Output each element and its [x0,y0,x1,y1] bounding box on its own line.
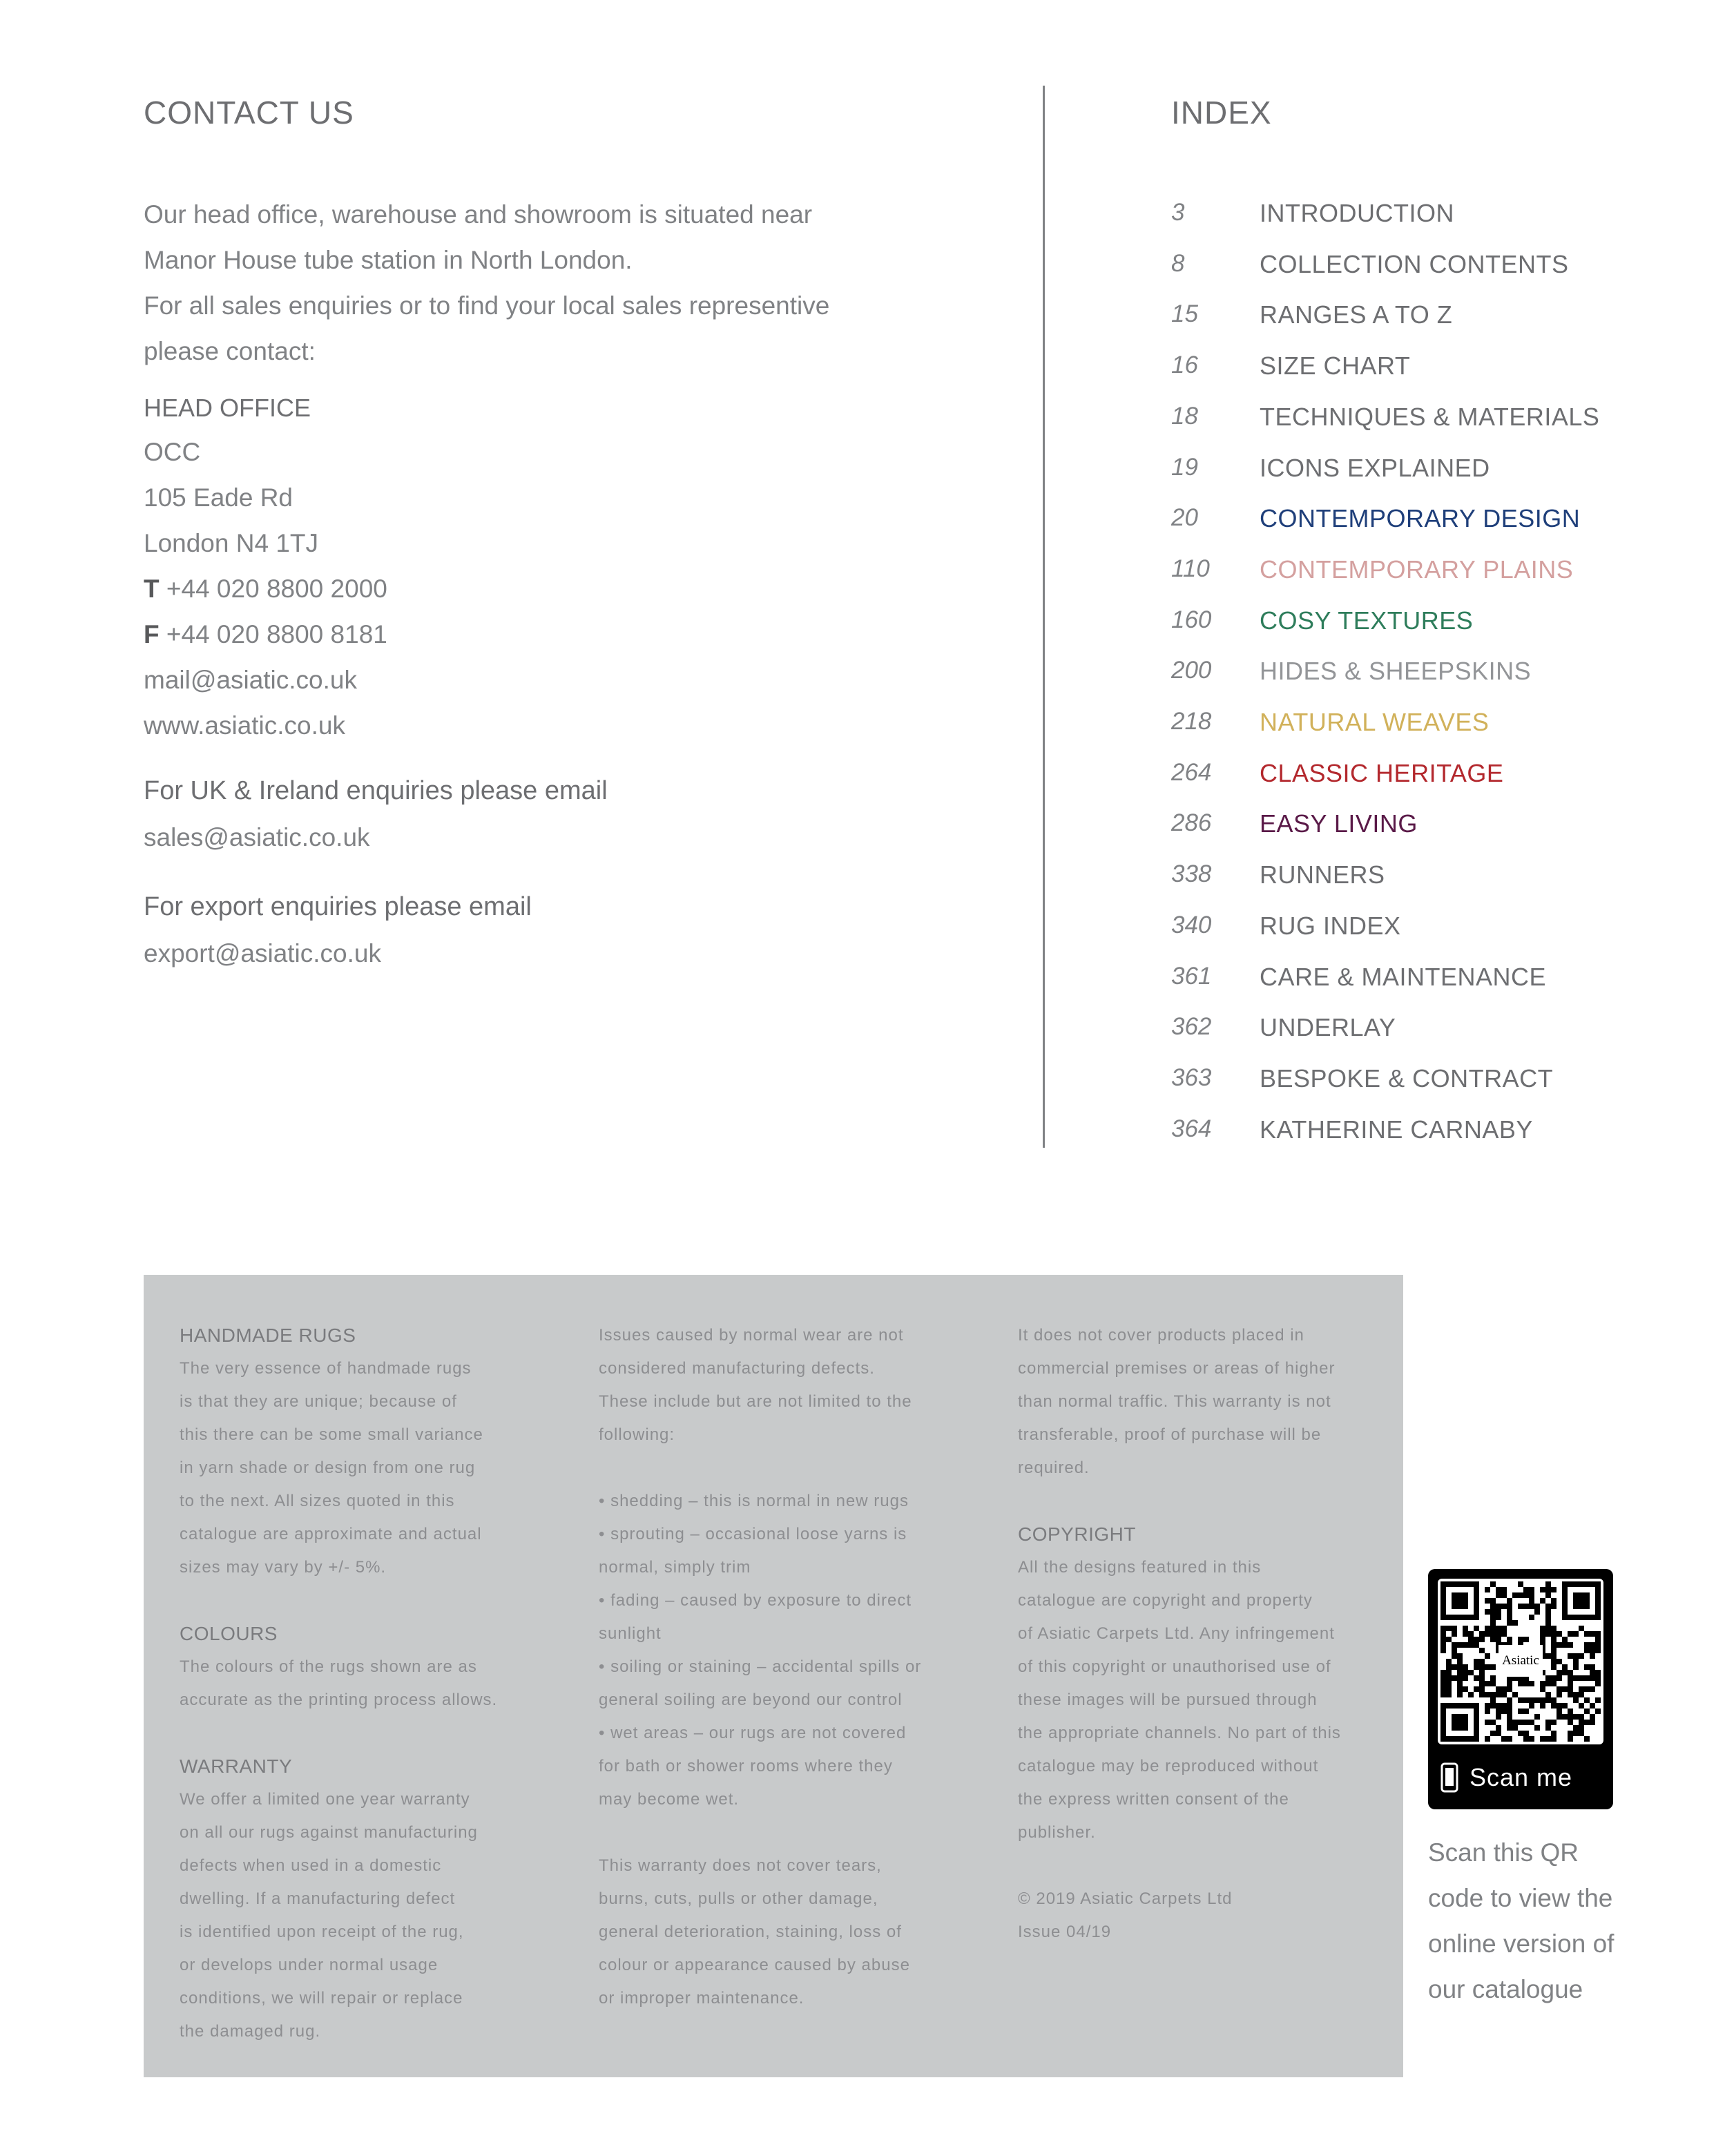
warranty-text-line: is identified upon receipt of the rug, [180,1923,464,1941]
handmade-text-line: to the next. All sizes quoted in this [180,1492,455,1510]
phone-prefix: T [144,575,160,603]
index-page-number: 340 [1171,911,1212,939]
fax-number: +44 020 8800 8181 [166,620,387,648]
index-section-label[interactable]: ICONS EXPLAINED [1260,453,1490,482]
asiatic-logo [1498,1645,1543,1677]
commercial-text-line: commercial premises or areas of higher [1018,1359,1336,1378]
email-link[interactable]: mail@asiatic.co.uk [144,666,357,694]
copyright-text-line: All the designs featured in this [1018,1558,1262,1577]
colours-text-line: The colours of the rugs shown are as [180,1657,477,1676]
handmade-text-line: catalogue are approximate and actual [180,1525,482,1543]
warranty-text-line: conditions, we will repair or replace [180,1989,463,2008]
commercial-text-lines [1018,1319,1363,1485]
commercial-text-line: transferable, proof of purchase will be [1018,1425,1322,1444]
index-section-label[interactable]: EASY LIVING [1260,809,1418,838]
handmade-text-line: this there can be some small variance [180,1425,483,1444]
exclusion-text-line: colour or appearance caused by abuse [599,1956,910,1974]
address-line: 105 Eade Rd [144,483,293,512]
contact-title: CONTACT US [144,95,354,131]
index-section-label[interactable]: KATHERINE CARNABY [1260,1115,1533,1144]
defect-bullet-line: may become wet. [599,1790,740,1809]
index-section-label[interactable]: RUNNERS [1260,860,1385,889]
qr-caption [1428,1830,1649,2012]
commercial-text-line: required. [1018,1459,1090,1477]
handmade-text-line: is that they are unique; because of [180,1392,457,1411]
index-page-number: 363 [1171,1063,1212,1091]
info-panel [144,1275,1403,2077]
export-enquiries-label: For export enquiries please email [144,892,532,921]
qr-code-image[interactable] [1438,1579,1603,1744]
contact-intro-line: For all sales enquiries or to find your local sales representive [144,291,830,320]
panel-column-1 [180,1319,525,2048]
index-title: INDEX [1171,95,1272,131]
index-section-label[interactable]: COSY TEXTURES [1260,606,1474,635]
colours-heading: COLOURS [180,1623,278,1644]
index-page-number: 286 [1171,809,1212,837]
index-page-number: 160 [1171,606,1212,633]
defect-bullet-line: normal, simply trim [599,1558,751,1577]
defect-bullet-line: sunlight [599,1624,662,1643]
warranty-text-lines [180,1783,525,2048]
defect-bullet-lines [599,1485,944,1816]
index-section-label[interactable]: COLLECTION CONTENTS [1260,249,1569,278]
phone-line [144,566,387,612]
defect-bullet-line: • soiling or staining – accidental spills or [599,1657,922,1676]
address-line: OCC [144,438,201,466]
index-section-label[interactable]: NATURAL WEAVES [1260,708,1490,736]
issue-footer-line: © 2019 Asiatic Carpets Ltd [1018,1889,1233,1908]
handmade-text-lines [180,1352,525,1584]
issues-text-line: following: [599,1425,675,1444]
uk-email-link[interactable]: sales@asiatic.co.uk [144,823,370,851]
contact-intro-line: Our head office, warehouse and showroom is situated near [144,200,813,229]
index-page-number: 16 [1171,352,1198,379]
copyright-text-line: of Asiatic Carpets Ltd. Any infringement [1018,1624,1335,1643]
index-page-number: 19 [1171,453,1198,481]
index-page-number: 364 [1171,1115,1212,1142]
warranty-text-line: We offer a limited one year warranty [180,1790,470,1809]
qr-caption-line: online version of [1428,1929,1615,1958]
uk-enquiries-label: For UK & Ireland enquiries please email [144,776,608,805]
copyright-text-line: catalogue may be reproduced without [1018,1757,1319,1775]
index-page-number: 15 [1171,300,1198,328]
handmade-text-line: sizes may vary by +/- 5%. [180,1558,387,1577]
defect-bullet-line: general soiling are beyond our control [599,1691,903,1709]
fax-prefix: F [144,620,160,648]
copyright-text-line: catalogue are copyright and property [1018,1591,1313,1610]
warranty-text-line: dwelling. If a manufacturing defect [180,1889,456,1908]
index-section-label[interactable]: CONTEMPORARY DESIGN [1260,504,1581,533]
commercial-text-line: than normal traffic. This warranty is not [1018,1392,1331,1411]
warranty-text-line: on all our rugs against manufacturing [180,1823,478,1842]
defect-bullet-line: for bath or shower rooms where they [599,1757,893,1775]
index-section-label[interactable]: BESPOKE & CONTRACT [1260,1063,1554,1093]
index-page-number: 110 [1171,555,1210,582]
defect-bullet-line: • wet areas – our rugs are not covered [599,1724,907,1742]
index-section-label[interactable]: RUG INDEX [1260,911,1401,940]
fax-line [144,612,387,657]
issues-text-line: Issues caused by normal wear are not [599,1326,904,1345]
copyright-heading: COPYRIGHT [1018,1523,1136,1545]
copyright-text-line: these images will be pursued through [1018,1691,1318,1709]
issues-text-lines [599,1319,944,1452]
exclusion-text-line: or improper maintenance. [599,1989,804,2008]
qr-caption-line: code to view the [1428,1884,1613,1912]
index-page-number: 200 [1171,657,1212,684]
issues-text-line: considered manufacturing defects. [599,1359,875,1378]
index-section-label[interactable]: SIZE CHART [1260,352,1411,381]
address-line: London N4 1TJ [144,529,319,557]
asiatic-logo-text: Asiatic [1502,1653,1539,1668]
scan-me-bar[interactable] [1440,1757,1601,1798]
copyright-text-line: the appropriate channels. No part of this [1018,1724,1341,1742]
index-page-number: 20 [1171,504,1198,532]
index-section-label[interactable]: UNDERLAY [1260,1013,1396,1042]
index-section-label[interactable]: RANGES A TO Z [1260,300,1453,329]
handmade-heading: HANDMADE RUGS [180,1325,356,1346]
index-page-number: 18 [1171,402,1198,430]
exclusion-text-line: This warranty does not cover tears, [599,1856,882,1875]
index-section-label[interactable]: CARE & MAINTENANCE [1260,962,1547,991]
contact-details [144,430,387,749]
index-page-number: 338 [1171,860,1212,888]
index-page-number: 218 [1171,708,1212,735]
index-page-number: 361 [1171,962,1212,990]
index-section-label[interactable]: INTRODUCTION [1260,199,1454,227]
index-section-label[interactable]: CONTEMPORARY PLAINS [1260,555,1574,584]
panel-column-2 [599,1319,944,2015]
handmade-text-line: The very essence of handmade rugs [180,1359,472,1378]
copyright-text-line: of this copyright or unauthorised use of [1018,1657,1331,1676]
defect-bullet-line: • shedding – this is normal in new rugs [599,1492,909,1510]
panel-column-3 [1018,1319,1363,1949]
exclusion-text-line: general deterioration, staining, loss of [599,1923,902,1941]
issues-text-line: These include but are not limited to the [599,1392,912,1411]
defect-bullet-line: • sprouting – occasional loose yarns is [599,1525,907,1543]
index-page-number: 264 [1171,758,1212,786]
colours-text-lines [180,1650,525,1717]
contact-intro-line: Manor House tube station in North London. [144,246,633,274]
website-link[interactable]: www.asiatic.co.uk [144,711,345,740]
contact-intro [144,192,829,374]
index-page-number: 3 [1171,199,1185,226]
warranty-text-line: defects when used in a domestic [180,1856,442,1875]
phone-number[interactable]: +44 020 8800 2000 [166,575,387,603]
exclusion-text-line: burns, cuts, pulls or other damage, [599,1889,878,1908]
warranty-text-line: or develops under normal usage [180,1956,439,1974]
copyright-text-line: publisher. [1018,1823,1096,1842]
index-section-label[interactable]: TECHNIQUES & MATERIALS [1260,402,1600,431]
head-office-label: HEAD OFFICE [144,394,311,422]
contact-intro-line: please contact: [144,337,316,365]
export-email-link[interactable]: export@asiatic.co.uk [144,939,381,968]
copyright-text-lines [1018,1551,1363,1849]
exclusion-text-lines [599,1849,944,2015]
warranty-heading: WARRANTY [180,1755,293,1777]
commercial-text-line: It does not cover products placed in [1018,1326,1304,1345]
issue-footer-lines [1018,1883,1363,1949]
index-section-label[interactable]: HIDES & SHEEPSKINS [1260,657,1532,686]
warranty-text-line: the damaged rug. [180,2022,321,2041]
handmade-text-line: in yarn shade or design from one rug [180,1459,476,1477]
qr-caption-line: Scan this QR [1428,1838,1579,1867]
scan-me-label: Scan me [1469,1763,1573,1791]
index-page-number: 362 [1171,1013,1212,1041]
index-page-number: 8 [1171,249,1185,277]
defect-bullet-line: • fading – caused by exposure to direct [599,1591,912,1610]
qr-caption-line: our catalogue [1428,1975,1583,2003]
index-section-label[interactable]: CLASSIC HERITAGE [1260,758,1504,787]
phone-icon [1440,1762,1458,1793]
colours-text-line: accurate as the printing process allows. [180,1691,498,1709]
vertical-divider [1043,86,1045,1148]
issue-footer-line: Issue 04/19 [1018,1923,1112,1941]
copyright-text-line: the express written consent of the [1018,1790,1289,1809]
qr-code-card[interactable] [1428,1569,1613,1809]
